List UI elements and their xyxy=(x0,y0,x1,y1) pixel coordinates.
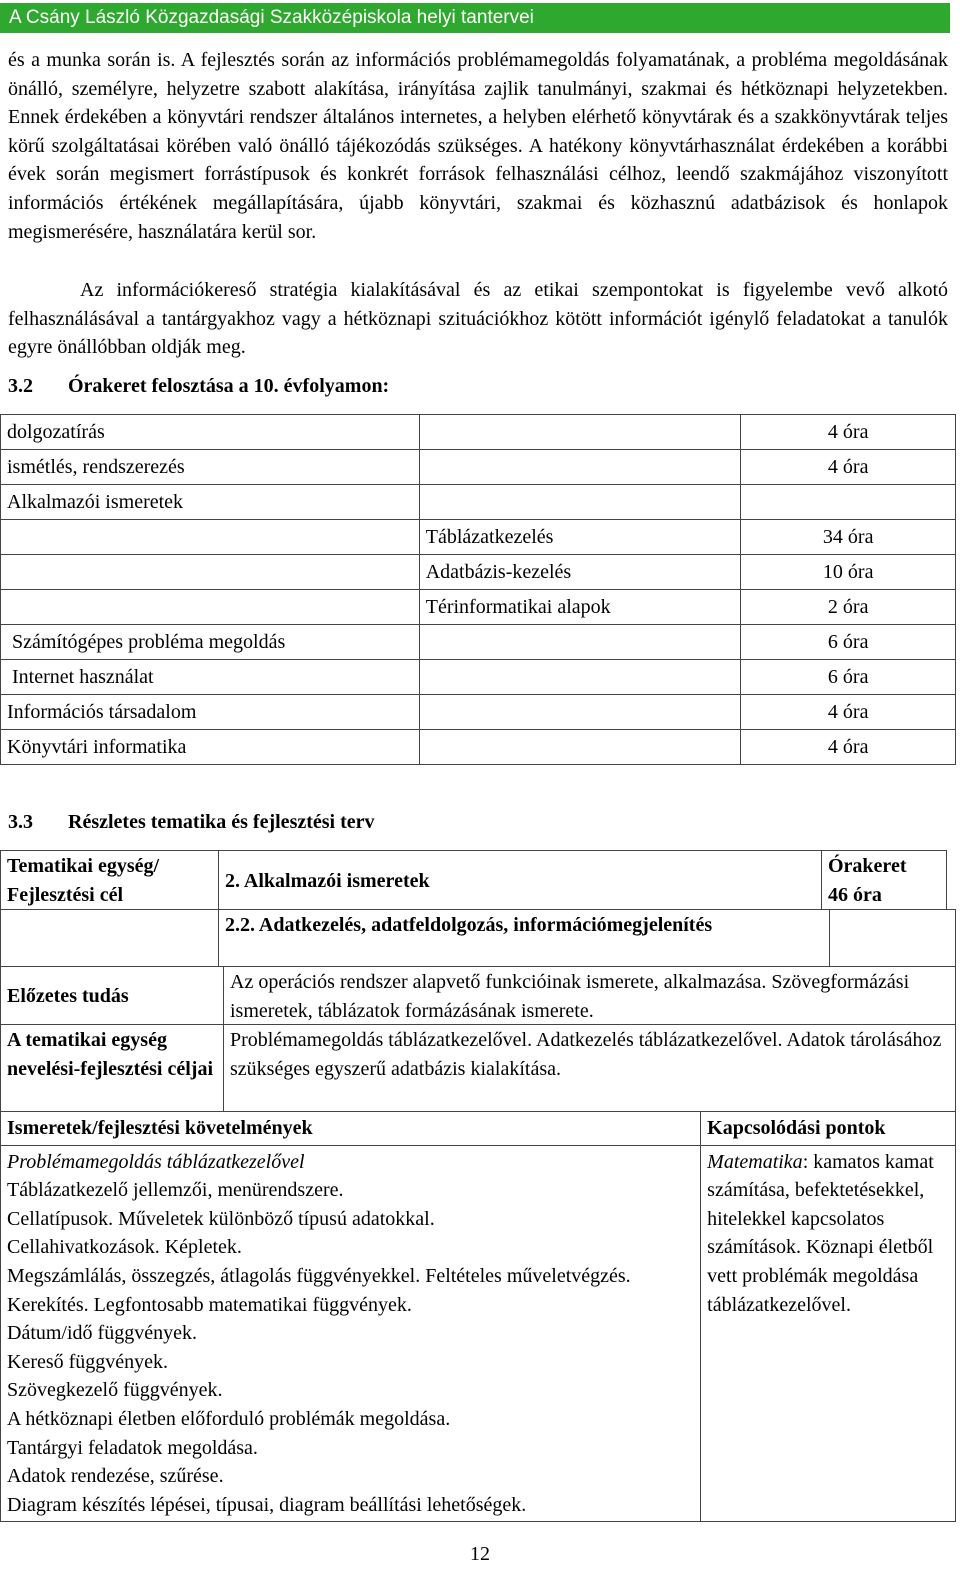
hours-table-row xyxy=(1,415,956,450)
prior-knowledge-text: Az operációs rendszer alapvető funkcióinak ismerete, alkalmazása. Szövegformázási ismeretek, táblázatok formázásának ismerete. xyxy=(223,966,956,1025)
page-number: 12 xyxy=(470,1543,490,1565)
links-header: Kapcsolódási pontok xyxy=(701,1112,956,1146)
goals-label: A tematikai egység nevelési-fejlesztési céljai xyxy=(0,1024,224,1112)
requirement-item: Adatok rendezése, szűrése. xyxy=(7,1465,224,1488)
requirements-cell xyxy=(1,1145,701,1522)
hours-table-row xyxy=(1,660,956,695)
hours-table xyxy=(0,414,956,765)
intro-paragraph-2: Az információkereső stratégia kialakításával és az etikai szempontokat is figyelembe vevő alkotó felhasználásával a tantárgyakhoz vagy a hétköznapi szituációkhoz kötött információt igénylő feladatokat a tanulók egyre önállóbban oldják meg. xyxy=(8,279,948,359)
prior-knowledge-label: Előzetes tudás xyxy=(0,966,224,1025)
requirement-item: Szövegkezelő függvények. xyxy=(7,1379,223,1402)
links-cell xyxy=(701,1145,956,1522)
requirement-item: Táblázatkezelő jellemzői, menürendszere. xyxy=(7,1179,344,1202)
section-3-2-heading xyxy=(8,375,389,398)
hours-cell-sub xyxy=(419,660,741,695)
requirements-header: Ismeretek/fejlesztési követelmények xyxy=(1,1112,701,1146)
hours-cell-main: Számítógépes probléma megoldás xyxy=(1,625,420,660)
hours-cell-hours: 10 óra xyxy=(741,555,956,590)
empty-cell xyxy=(0,909,219,967)
requirement-item: Megszámlálás, összegzés, átlagolás függvényekkel. Feltételes műveletvégzés. Kerekítés. Legfontosabb matematikai függvények. xyxy=(7,1264,631,1316)
hours-table-row xyxy=(1,590,956,625)
hours-cell-hours: 4 óra xyxy=(741,415,956,450)
hours-table-row xyxy=(1,730,956,765)
hours-table-row xyxy=(1,520,956,555)
hours-cell-sub: Táblázatkezelés xyxy=(419,520,741,555)
section-title: Órakeret felosztása a 10. évfolyamon: xyxy=(68,375,390,397)
hours-cell-sub xyxy=(419,450,741,485)
section-3-3-heading xyxy=(8,811,375,834)
hours-cell-main: ismétlés, rendszerezés xyxy=(1,450,420,485)
hours-cell-main: dolgozatírás xyxy=(1,415,420,450)
hours-cell-sub xyxy=(419,485,741,520)
requirement-item: Tantárgyi feladatok megoldása. xyxy=(7,1436,258,1459)
section-title: Részletes tematika és fejlesztési terv xyxy=(68,811,375,833)
hours-cell-main: Információs társadalom xyxy=(1,695,420,730)
requirement-item: Kereső függvények. xyxy=(7,1350,169,1373)
hours-label-cell xyxy=(821,850,947,910)
hours-table-row xyxy=(1,485,956,520)
requirement-item: Diagram készítés lépései, típusai, diagram beállítási lehetőségek. xyxy=(7,1493,527,1516)
hours-cell-hours: 6 óra xyxy=(741,660,956,695)
hours-table-row xyxy=(1,695,956,730)
hours-cell-sub xyxy=(419,625,741,660)
hours-cell-sub xyxy=(419,730,741,765)
link-text: : kamatos kamat számítása, befektetésekkel, hitelekkel kapcsolatos számítások. Köznapi életből vett problémák megoldása táblázatkezelővel. xyxy=(707,1150,934,1316)
empty-cell xyxy=(829,909,956,967)
hours-cell-sub: Adatbázis-kezelés xyxy=(419,555,741,590)
requirement-item: Cellatípusok. Műveletek különböző típusú adatokkal. xyxy=(7,1207,435,1230)
requirement-item: Dátum/idő függvények. xyxy=(7,1322,197,1345)
hours-cell-sub xyxy=(419,415,741,450)
hours-cell-hours: 6 óra xyxy=(741,625,956,660)
hours-table-row xyxy=(1,450,956,485)
hours-table-row xyxy=(1,625,956,660)
unit-label: Tematikai egység/ Fejlesztési cél xyxy=(0,850,219,910)
subunit-title: 2.2. Adatkezelés, adatfeldolgozás, információmegjelenítés xyxy=(218,909,830,967)
link-subject: Matematika xyxy=(707,1150,803,1173)
goals-text: Problémamegoldás táblázatkezelővel. Adatkezelés táblázatkezelővel. Adatok tárolásához szükséges egyszerű adatbázis kialakítása. xyxy=(223,1024,956,1112)
page-header: A Csány László Közgazdasági Szakközépiskola helyi tantervei xyxy=(0,3,950,33)
hours-cell-main: Internet használat xyxy=(1,660,420,695)
hours-table-row xyxy=(1,555,956,590)
section-number: 3.2 xyxy=(8,375,33,397)
requirement-item: Cellahivatkozások. Képletek. xyxy=(7,1236,242,1259)
requirements-subtitle: Problémamegoldás táblázatkezelővel xyxy=(7,1150,305,1173)
hours-cell-main: Alkalmazói ismeretek xyxy=(1,485,420,520)
hours-cell-sub xyxy=(419,695,741,730)
hours-cell-hours: 4 óra xyxy=(741,450,956,485)
hours-cell-sub: Térinformatikai alapok xyxy=(419,590,741,625)
hours-cell-hours: 4 óra xyxy=(741,695,956,730)
requirements-list xyxy=(7,1176,694,1519)
hours-cell-main xyxy=(1,590,420,625)
thematic-unit-table xyxy=(0,850,956,1112)
hours-label: Órakeret xyxy=(828,855,907,877)
hours-cell-hours xyxy=(741,485,956,520)
hours-cell-hours: 4 óra xyxy=(741,730,956,765)
requirements-table xyxy=(0,1111,956,1522)
requirement-item: A hétköznapi életben előforduló problémák megoldása. xyxy=(7,1407,451,1430)
hours-cell-main: Könyvtári informatika xyxy=(1,730,420,765)
hours-cell-hours: 34 óra xyxy=(741,520,956,555)
unit-value: 2. Alkalmazói ismeretek xyxy=(218,850,822,910)
hours-cell-hours: 2 óra xyxy=(741,590,956,625)
intro-paragraph-1: és a munka során is. A fejlesztés során az információs problémamegoldás folyamatának, a probléma megoldásának önálló, személyre, helyzetre szabott alakítása, irányítása zajlik tanulmányi, szakmai és hétköznapi helyzetekben. Ennek érdekében a könyvtári rendszer általános internetes, a helyben elérhető könyvtárak és a szakkönyvtárak teljes körű szolgáltatásai körében való önálló tájékozódás szükséges. A hatékony könyvtárhasználat érdekében a korábbi évek során megismert forrástípusok és konkrét források felhasználási célhoz, leendő szakmájához viszonyított információs értékének megállapítására, újabb könyvtári, szakmai és közhasznú adatbázisok és honlapok megismerésére, használatára kerül sor. xyxy=(8,49,948,243)
section-number: 3.3 xyxy=(8,811,33,833)
hours-cell-main xyxy=(1,555,420,590)
hours-cell-main xyxy=(1,520,420,555)
hours-value: 46 óra xyxy=(828,883,882,906)
